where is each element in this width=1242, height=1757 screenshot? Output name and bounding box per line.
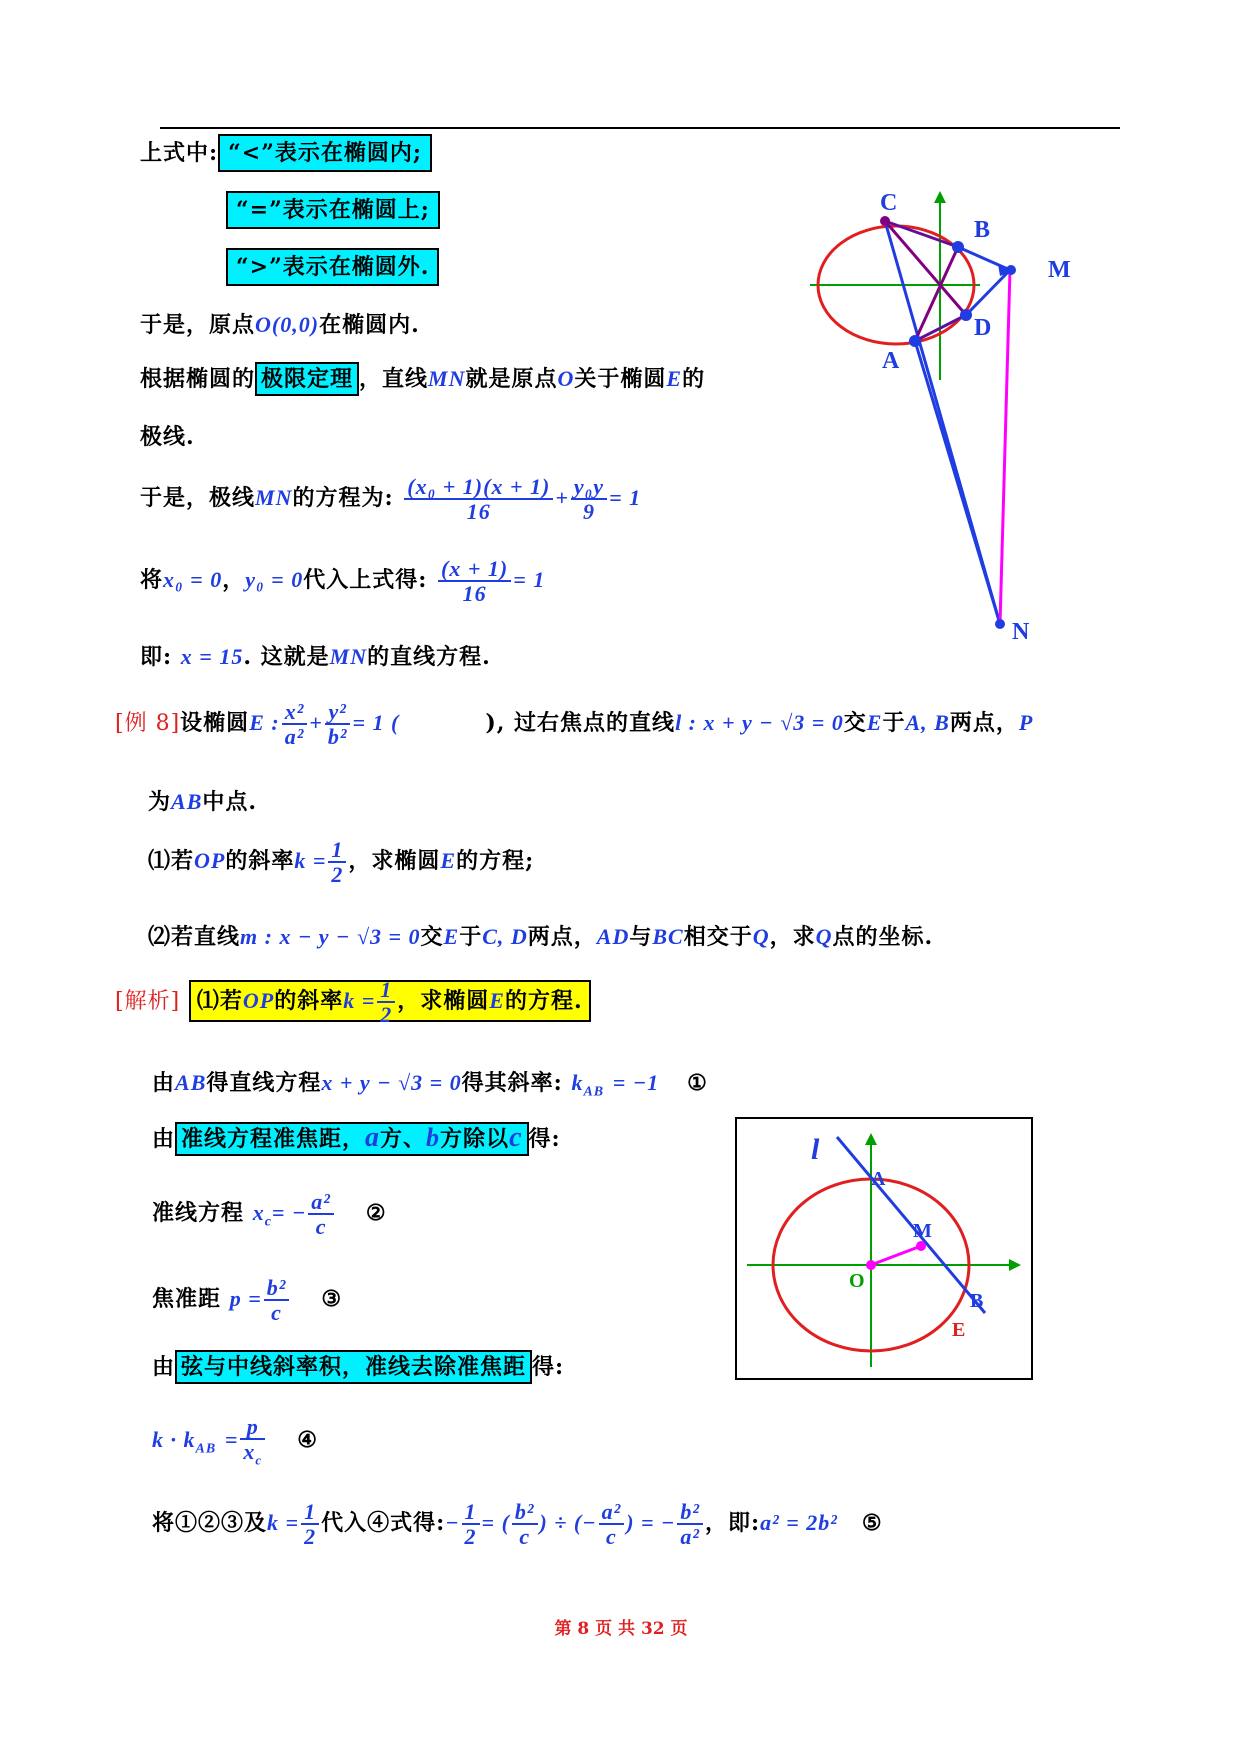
fraction (404, 475, 553, 523)
point-O (866, 1260, 876, 1270)
math: x + y − √3 = 0 (321, 1070, 462, 1095)
box-line-eq (226, 193, 440, 224)
text: 中点. (202, 789, 258, 815)
numerator: b² (512, 1500, 538, 1525)
math: k = (294, 848, 327, 874)
math: AD (596, 924, 630, 949)
label-B: B (970, 1290, 984, 1312)
math: A, B (905, 710, 950, 736)
label-l: l (811, 1133, 820, 1166)
numerator: a² (599, 1500, 625, 1525)
math: − (445, 1510, 460, 1536)
label-C: C (880, 190, 898, 216)
numerator: p (240, 1415, 265, 1440)
math: OP (242, 988, 275, 1014)
math: k = (343, 988, 376, 1014)
text: ， (222, 567, 246, 594)
math: k · k (152, 1427, 196, 1453)
text: 的斜率 (225, 848, 295, 875)
denominator: 16 (462, 581, 487, 607)
numerator: b² (677, 1500, 703, 1525)
math: C, D (482, 924, 528, 949)
text: 设椭圆 (180, 710, 250, 737)
text: 的 (682, 366, 706, 392)
highlight-s2 (175, 1122, 528, 1156)
solution-s1 (152, 1066, 708, 1100)
math: + (555, 485, 569, 511)
point-C (880, 216, 890, 226)
denominator: c (519, 1524, 531, 1550)
fraction (301, 1500, 319, 1548)
text: 就是原点 (465, 366, 558, 392)
math: E (489, 988, 505, 1014)
denominator (240, 1440, 265, 1467)
label-A: A (871, 1168, 886, 1190)
numerator: y₀y (571, 475, 607, 500)
math: = 1 ( (352, 710, 400, 736)
box-line-gt (226, 250, 439, 281)
math: p = (229, 1286, 262, 1312)
text: ), 过右焦点的直线 (485, 710, 676, 737)
fraction (282, 700, 308, 748)
text: 的直线方程. (367, 644, 491, 670)
numerator: 1 (462, 1500, 480, 1525)
text: 焦准距 (152, 1286, 222, 1313)
denominator: a² (680, 1524, 700, 1550)
math: k (571, 1070, 584, 1095)
math: y₀ = 0 (245, 567, 304, 593)
highlight-theorem: 极限定理 (255, 362, 359, 396)
math: m : x − y − √3 = 0 (240, 924, 421, 949)
text: ⑴若 (148, 848, 195, 875)
fraction (462, 1500, 480, 1548)
math: O(0,0) (255, 312, 320, 337)
label-A: A (882, 348, 900, 374)
math: ) ÷ (− (539, 1510, 597, 1536)
point-A (909, 335, 921, 347)
math: x = 15 (180, 644, 244, 669)
example8-line1: [例 8]设椭圆E : $\frac{\text{x²}}{\text{a²}}$ + $\frac{\text{y²}}{\text{b²}}$ = 1 ( ), 过右焦点的直线l : x + y − √3 = 0交E于A, B两点，P (115, 699, 1034, 750)
header-rule (160, 127, 1120, 129)
math: Q (752, 924, 770, 949)
math: x (252, 1200, 265, 1226)
solution-s6 (152, 1415, 318, 1467)
denominator-main: x (243, 1439, 256, 1465)
text: . 这就是 (243, 644, 330, 670)
denominator: c (271, 1300, 282, 1326)
math: MN (428, 366, 466, 391)
math: E (443, 924, 460, 949)
math: = −1 (612, 1070, 660, 1095)
point-M (916, 1241, 926, 1251)
text: 将 (140, 567, 164, 594)
subscript: AB (195, 1441, 217, 1457)
math: P (1018, 710, 1034, 736)
text: ⑴若 (196, 988, 243, 1015)
math: = 1 (609, 485, 642, 511)
line-AN (915, 341, 1000, 624)
subscript: c (264, 1214, 272, 1230)
point-B (952, 241, 964, 253)
math: AB (175, 1070, 207, 1095)
text: 于是，原点 (140, 312, 256, 338)
text: 方、 (380, 1126, 427, 1152)
marker: ⑤ (861, 1510, 883, 1537)
point-N (995, 619, 1005, 629)
text: 点的坐标. (832, 924, 934, 950)
fraction (677, 1500, 703, 1548)
text: ，求 (769, 924, 816, 950)
text: 将①②③及 (152, 1510, 268, 1537)
fraction (377, 978, 395, 1026)
fraction (328, 838, 346, 886)
text: 于是，极线 (140, 485, 256, 512)
text: 由 (152, 1070, 176, 1096)
numerator: (x + 1) (438, 557, 511, 582)
text: 的斜率 (274, 988, 344, 1015)
denominator: b² (327, 724, 348, 750)
highlight-eq: “=”表示在椭圆上; (226, 191, 440, 229)
label-E: E (952, 1319, 966, 1341)
math: a (365, 1122, 381, 1153)
highlight-gt: “>”表示在椭圆外. (226, 248, 439, 286)
subscript: AB (583, 1084, 605, 1100)
text: 由 (152, 1354, 176, 1380)
highlight-s5: 弦与中线斜率积，准线去除准焦距 (175, 1350, 532, 1384)
fraction (512, 1500, 538, 1548)
line-result (140, 640, 491, 671)
figure-frame (736, 1118, 1032, 1379)
prefix-label: 上式中: (140, 140, 219, 166)
math: O (557, 366, 575, 391)
page-footer: 第 8 页 共 32 页 (554, 1619, 688, 1639)
text: ，求椭圆 (397, 988, 490, 1015)
denominator: 2 (331, 862, 344, 888)
solution-s5 (152, 1350, 564, 1381)
math: x₀ = 0 (163, 567, 223, 593)
numerator: y² (325, 700, 351, 725)
math: = 1 (513, 567, 546, 593)
numerator: b² (264, 1276, 290, 1301)
marker: ③ (321, 1286, 343, 1313)
subscript: c (255, 1452, 263, 1468)
text: 两点， (527, 924, 597, 950)
text: 的方程为: (292, 485, 394, 512)
label-M: M (913, 1220, 932, 1242)
math: E (666, 366, 683, 391)
math: OP (194, 848, 226, 874)
text: 在椭圆内. (319, 312, 420, 338)
math: c (509, 1122, 523, 1153)
line-polar-eq (140, 475, 641, 523)
text: 得: (528, 1126, 561, 1152)
marker: ② (365, 1200, 387, 1227)
figure-ellipse-polar (790, 185, 1080, 655)
text: 准线方程 (152, 1200, 245, 1227)
numerator: (x₀ + 1)(x + 1) (404, 475, 553, 500)
fraction (438, 557, 511, 605)
text: ，直线 (359, 366, 429, 392)
line-origin (140, 308, 420, 339)
text: 得: (532, 1354, 565, 1380)
text: 相交于 (683, 924, 753, 950)
text: 的方程; (456, 848, 535, 875)
label-D: D (974, 315, 992, 341)
text: 得直线方程 (206, 1070, 322, 1096)
solution-s4 (152, 1276, 342, 1324)
solution-s3 (152, 1190, 387, 1238)
solution-s2 (152, 1122, 561, 1154)
denominator: 2 (304, 1524, 317, 1550)
fraction (308, 1190, 334, 1238)
text: 为 (148, 789, 172, 815)
point-D (960, 309, 972, 321)
line-ADM (915, 270, 1010, 341)
text: 准线方程准焦距， (181, 1126, 366, 1152)
text: 的方程. (504, 988, 583, 1015)
solution-s7 (152, 1500, 883, 1548)
example-tag: [例 8] (115, 711, 181, 737)
math: l : x + y − √3 = 0 (675, 710, 844, 736)
fraction (240, 1415, 265, 1467)
denominator: c (315, 1214, 327, 1240)
label-O: O (849, 1270, 865, 1292)
fraction (325, 700, 351, 748)
text: 代入④式得: (321, 1510, 446, 1537)
denominator: 16 (466, 499, 491, 525)
line-substitute (140, 557, 545, 605)
math: b (426, 1123, 441, 1152)
point-M (1006, 265, 1016, 275)
numerator: 1 (301, 1500, 319, 1525)
box-line-lt (140, 136, 432, 167)
line-polar1 (140, 362, 705, 393)
highlight-lt: “<”表示在椭圆内; (218, 134, 432, 172)
numerator: 1 (377, 978, 395, 1003)
numerator: x² (282, 700, 308, 725)
text: 关于椭圆 (574, 366, 667, 392)
text: ，即: (705, 1510, 761, 1537)
math: = ( (481, 1510, 510, 1536)
math: E : (249, 710, 280, 736)
text: 根据椭圆的 (140, 366, 256, 392)
label-M: M (1048, 257, 1071, 283)
marker: ④ (297, 1427, 318, 1454)
math: = (224, 1427, 239, 1453)
line-MN (1000, 270, 1010, 624)
math: ) = − (626, 1510, 676, 1536)
denominator: 2 (380, 1002, 393, 1028)
text: 得其斜率: (461, 1070, 563, 1096)
example8-line2 (148, 785, 257, 816)
figure-ellipse-chord (735, 1117, 1035, 1382)
highlight-solution-head (189, 977, 591, 1028)
denominator: a² (284, 724, 305, 750)
text: ，求椭圆 (348, 848, 441, 875)
text: 即: (140, 644, 173, 670)
math: AB (171, 789, 203, 814)
fraction (599, 1500, 625, 1548)
text: ⑵若直线 (148, 924, 241, 950)
label-B: B (974, 217, 991, 243)
math: k = (267, 1510, 300, 1536)
example8-q1 (148, 838, 534, 886)
denominator: c (606, 1524, 617, 1550)
denominator: 9 (582, 499, 595, 525)
math: E (440, 848, 457, 874)
math: Q (815, 924, 833, 949)
math: a² = 2b² (760, 1510, 838, 1536)
numerator: a² (308, 1190, 334, 1215)
marker: ① (687, 1070, 708, 1096)
math: MN (255, 485, 293, 511)
text: 由 (152, 1126, 176, 1152)
math: BC (652, 924, 684, 949)
text: 两点， (949, 710, 1019, 737)
fraction (264, 1276, 290, 1324)
text: 方除以 (440, 1126, 510, 1152)
solution-head (115, 978, 591, 1026)
text: 与 (629, 924, 653, 950)
y-axis-arrow-icon (934, 191, 946, 203)
line-polar2: 极线. (140, 424, 195, 450)
text: 交 (843, 710, 867, 737)
math: MN (329, 644, 368, 669)
math: E (866, 710, 883, 736)
text: 交 (420, 924, 444, 950)
math: = − (271, 1200, 307, 1226)
denominator: 2 (464, 1524, 477, 1550)
example8-q2 (148, 920, 933, 951)
solution-tag: [解析] (115, 989, 181, 1015)
numerator: 1 (328, 838, 346, 863)
text: 于 (882, 710, 906, 737)
text: 于 (459, 924, 483, 950)
fraction (571, 475, 607, 523)
label-N: N (1012, 619, 1030, 645)
text: 代入上式得: (303, 567, 428, 594)
